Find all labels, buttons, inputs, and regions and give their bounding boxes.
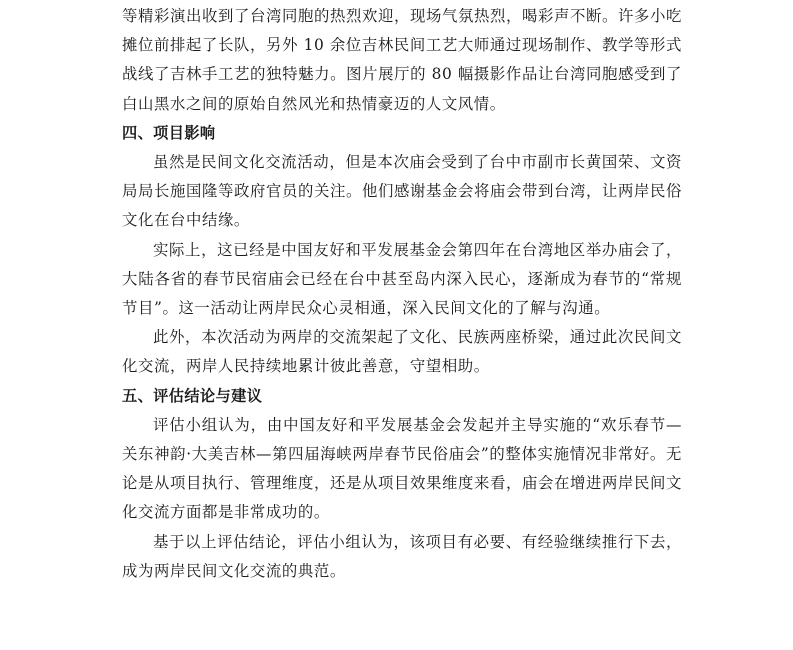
paragraph-impact-fourth-year: 实际上，这已经是中国友好和平发展基金会第四年在台湾地区举办庙会了，大陆各省的春节民宿庙会已经在台中甚至岛内深入民心，逐渐成为春节的“常规节目”。这一活动让两岸民众心灵相通，深入民间文化的了解与沟通。 — [122, 240, 682, 318]
paragraph-conclusion-assessment: 评估小组认为，由中国友好和平发展基金会发起并主导实施的“欢乐春节—关东神韵·大美吉林—第四届海峡两岸春节民俗庙会”的整体实施情况非常好。无论是从项目执行、管理维度，还是从项目效果维度来看，庙会在增进两岸民间文化交流方面都是非常成功的。 — [122, 415, 682, 522]
paragraph-impact-officials: 虽然是民间文化交流活动，但是本次庙会受到了台中市副市长黄国荣、文资局局长施国隆等政府官员的关注。他们感谢基金会将庙会带到台湾，让两岸民俗文化在台中结缘。 — [122, 153, 682, 230]
section-heading-conclusion: 五、评估结论与建议 — [122, 386, 263, 405]
paragraph-conclusion-recommendation: 基于以上评估结论，评估小组认为，该项目有必要、有经验继续推行下去，成为两岸民间文化交流的典范。 — [122, 532, 682, 580]
document-page — [122, 2, 682, 586]
section-heading-project-impact: 四、项目影响 — [122, 123, 216, 142]
paragraph-performance-summary: 等精彩演出收到了台湾同胞的热烈欢迎，现场气氛热烈，喝彩声不断。许多小吃摊位前排起了长队，另外 10 余位吉林民间工艺大师通过现场制作、教学等形式战线了吉林手工艺的独特魅力。图片展厅的 80 幅摄影作品让台湾同胞感受到了白山黑水之间的原始自然风光和热情豪迈的人文风情。 — [122, 7, 682, 113]
paragraph-impact-bridges: 此外，本次活动为两岸的交流架起了文化、民族两座桥梁，通过此次民间文化交流，两岸人民持续地累计彼此善意，守望相助。 — [122, 328, 682, 376]
